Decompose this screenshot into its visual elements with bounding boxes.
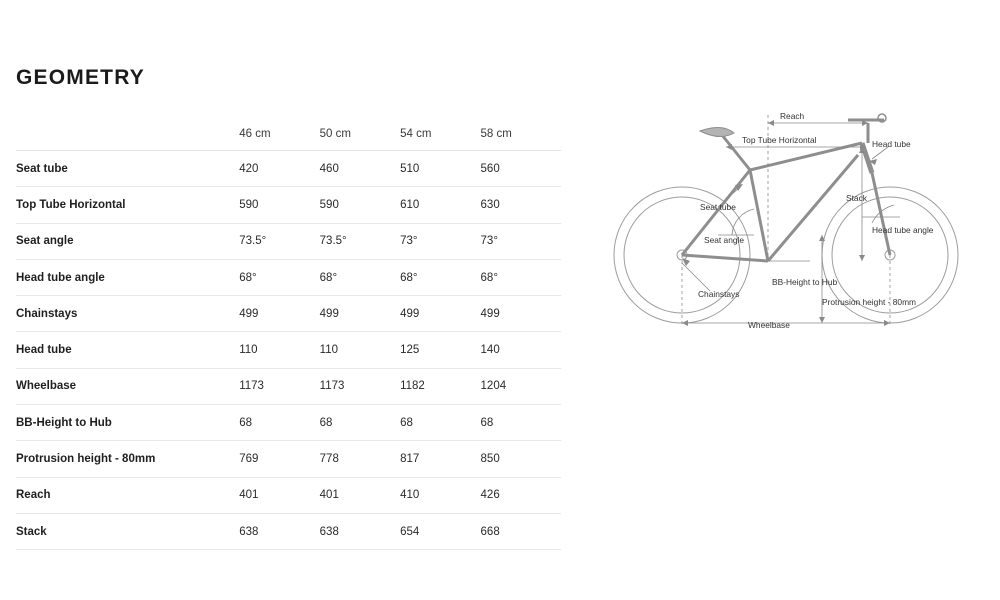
row-value-50: 1173 — [319, 380, 345, 393]
row-value-50: 499 — [319, 307, 339, 320]
row-label: Seat angle — [16, 235, 74, 248]
row-value-58: 1204 — [480, 380, 507, 393]
column-header-46: 46 cm — [239, 118, 319, 151]
row-value-50: 110 — [319, 344, 338, 357]
table-row — [16, 477, 561, 513]
label-top-tube-horizontal: Top Tube Horizontal — [742, 135, 817, 145]
row-value-58: 426 — [480, 489, 500, 502]
row-value-46: 110 — [239, 344, 258, 357]
table-row — [16, 368, 561, 404]
row-value-54: 510 — [400, 162, 420, 175]
row-value-50: 68 — [319, 416, 333, 429]
table-row — [16, 187, 561, 223]
row-value-54: 68° — [400, 271, 418, 284]
row-value-46: 1173 — [239, 380, 264, 393]
row-label: Protrusion height - 80mm — [16, 453, 156, 466]
table-row — [16, 223, 561, 259]
label-protrusion-height: Protrusion height - 80mm — [822, 297, 917, 307]
row-label: Head tube — [16, 344, 72, 357]
row-label: BB-Height to Hub — [16, 416, 112, 429]
row-value-58: 68 — [480, 416, 494, 429]
row-value-46: 638 — [239, 525, 259, 538]
row-value-54: 68 — [400, 416, 413, 429]
table-row — [16, 405, 561, 441]
row-label: Chainstays — [16, 307, 78, 320]
row-label: Top Tube Horizontal — [16, 198, 126, 211]
label-stack: Stack — [846, 193, 867, 203]
row-label: Seat tube — [16, 162, 68, 175]
column-header-label — [16, 118, 239, 151]
row-value-54: 499 — [400, 307, 420, 320]
row-value-58: 630 — [480, 198, 500, 211]
row-value-50: 638 — [319, 525, 339, 538]
row-value-46: 499 — [239, 307, 259, 320]
bike-geometry-diagram — [600, 95, 992, 355]
row-value-46: 769 — [239, 453, 259, 466]
row-value-50: 68° — [319, 271, 338, 284]
row-value-58: 560 — [480, 162, 500, 175]
label-bb-height-to-hub: BB-Height to Hub — [772, 277, 838, 287]
row-value-50: 778 — [319, 453, 339, 466]
page-title: GEOMETRY — [16, 66, 145, 89]
row-value-58: 68° — [480, 271, 498, 284]
row-value-58: 850 — [480, 453, 500, 466]
table-header — [16, 118, 561, 151]
row-value-54: 73° — [400, 235, 418, 248]
label-head-tube-angle: Head tube angle — [872, 225, 934, 235]
row-value-50: 73.5° — [319, 235, 347, 248]
label-head-tube: Head tube — [872, 139, 911, 149]
table-row — [16, 151, 561, 187]
row-value-46: 420 — [239, 162, 259, 175]
column-header-50: 50 cm — [320, 118, 400, 151]
table-body — [16, 151, 561, 550]
row-value-58: 140 — [480, 344, 500, 357]
row-value-54: 817 — [400, 453, 420, 466]
row-label: Stack — [16, 525, 47, 538]
row-label: Reach — [16, 489, 51, 502]
label-seat-tube: Seat tube — [700, 202, 736, 212]
label-wheelbase: Wheelbase — [748, 320, 790, 330]
table-row — [16, 332, 561, 368]
row-label: Wheelbase — [16, 380, 77, 393]
row-value-58: 668 — [480, 525, 500, 538]
geometry-table — [16, 118, 561, 550]
row-value-50: 590 — [319, 198, 339, 211]
table-row — [16, 296, 561, 332]
table-header-row — [16, 118, 561, 151]
label-seat-angle: Seat angle — [704, 235, 745, 245]
row-value-54: 654 — [400, 525, 420, 538]
table-row — [16, 259, 561, 295]
row-value-58: 499 — [480, 307, 500, 320]
row-value-50: 460 — [319, 162, 339, 175]
label-chainstays: Chainstays — [698, 289, 740, 299]
row-value-46: 590 — [239, 198, 259, 211]
column-header-58: 58 cm — [481, 118, 561, 151]
row-value-54: 610 — [400, 198, 420, 211]
chainstays-leader — [682, 263, 710, 291]
label-reach: Reach — [780, 111, 805, 121]
row-value-46: 401 — [239, 489, 259, 502]
row-value-54: 410 — [400, 489, 420, 502]
row-value-50: 401 — [319, 489, 339, 502]
row-label: Head tube angle — [16, 271, 105, 284]
row-value-46: 68° — [239, 271, 257, 284]
row-value-46: 73.5° — [239, 235, 267, 248]
row-value-54: 1182 — [400, 380, 425, 393]
column-header-54: 54 cm — [400, 118, 480, 151]
row-value-46: 68 — [239, 416, 253, 429]
saddle — [700, 127, 734, 136]
table-row — [16, 441, 561, 477]
row-value-58: 73° — [480, 235, 498, 248]
row-value-54: 125 — [400, 344, 420, 357]
table-row — [16, 513, 561, 549]
